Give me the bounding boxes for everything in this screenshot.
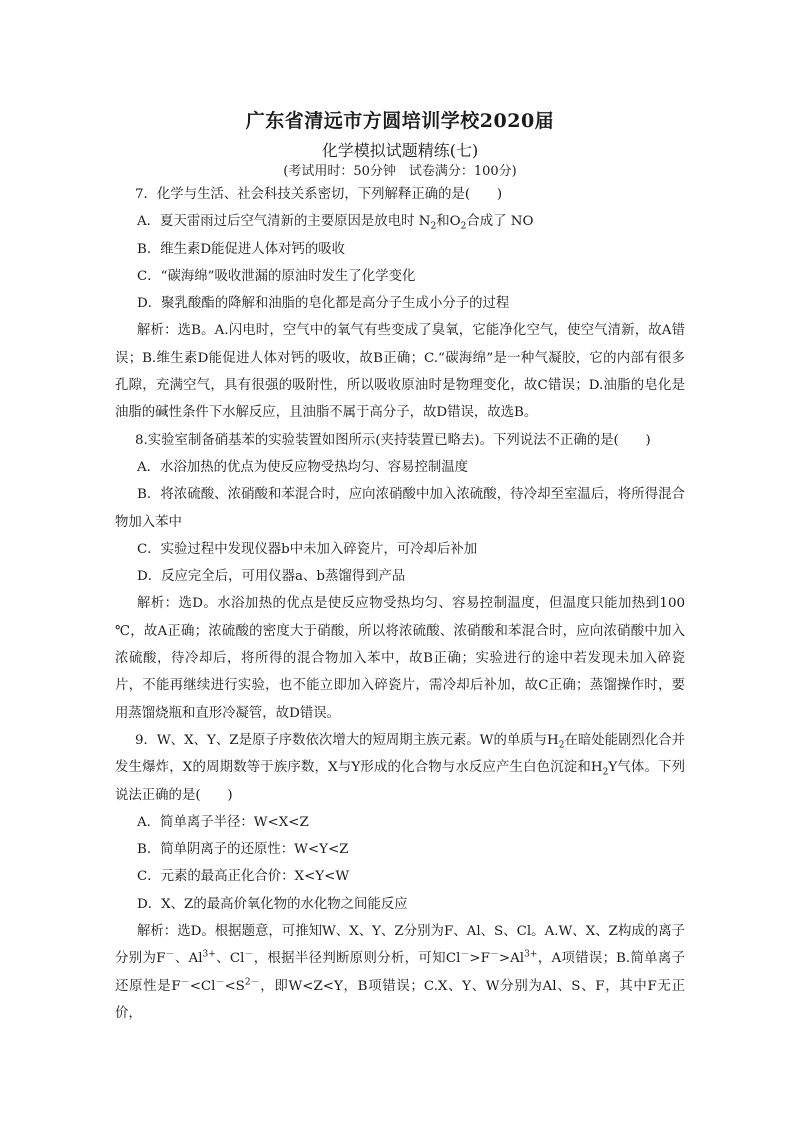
question-8-option-c: C．实验过程中发现仪器b中未加入碎瓷片，可冷却后补加 <box>137 541 478 557</box>
question-8-analysis: 解析：选D。水浴加热的优点是使反应物受热均匀、容易控制温度，但温度只能加热到100 ℃，故A正确；浓硫酸的密度大于硝酸，所以将浓硫酸、浓硝酸和苯混合时，应向浓硝酸中加入浓硫酸，待冷却后，将所得的混合物加入苯中，故B正确；实验进行的途中若发现未加入碎瓷片，不能再继续进行实验，也不能立即加入碎瓷片，需冷却后补加，故C正确；蒸馏操作时，要用蒸馏烧瓶和直形冷凝管，故D错误。 <box>115 596 685 721</box>
question-7-stem: 7．化学与生活、社会科技关系密切，下列解释正确的是( ) <box>135 187 503 202</box>
question-9-option-d: D．X、Z的最高价氧化物的水化物之间能反应 <box>137 896 408 912</box>
question-8-stem: 8.实验室制备硝基苯的实验装置如图所示(夹持装置已略去)。下列说法不正确的是( ) <box>135 432 651 448</box>
question-9-stem: 9．W、X、Y、Z是原子序数依次增大的短周期主族元素。W的单质与$H_2$在暗处能剧烈化合并发生爆炸，X的周期数等于族序数，X与Y形成的化合物与水反应产生白色沉淀和$H_2Y$气体。下列说法正确的是( ) <box>115 732 685 803</box>
questions-body <box>115 181 685 1027</box>
question-9-option-a: A．简单离子半径：W<X<Z <box>137 814 309 830</box>
question-9-option-b: B．简单阴离子的还原性：W<Y<Z <box>137 842 349 858</box>
question-7-analysis: 解析：选B。A.闪电时，空气中的氧气有些变成了臭氧，它能净化空气，使空气清新，故A错误；B.维生素D能促进人体对钙的吸收，故B正确；C.“碳海绵”是一种气凝胶，它的内部有很多孔隙，充满空气，具有很强的吸附性，所以吸收原油时是物理变化，故C错误；D.油脂的皂化是油脂的碱性条件下水解反应，且油脂不属于高分子，故D错误，故选B。 <box>115 323 685 421</box>
question-7-option-b: B．维生素D能促进人体对钙的吸收 <box>137 241 346 257</box>
question-7-option-c: C．“碳海绵”吸收泄漏的原油时发生了化学变化 <box>137 268 416 284</box>
page-title: 广东省清远市方圆培训学校2020届 <box>245 110 555 132</box>
question-8-option-b: B．将浓硫酸、浓硝酸和苯混合时，应向浓硝酸中加入浓硫酸，待冷却至室温后，将所得混合物加入苯中 <box>115 487 685 530</box>
question-8-option-d: D．反应完全后，可用仪器a、b蒸馏得到产品 <box>137 569 406 585</box>
question-8-option-a: A．水浴加热的优点为使反应物受热均匀、容易控制温度 <box>137 459 469 475</box>
page-subtitle: 化学模拟试题精练(七) <box>321 141 479 160</box>
question-7-option-d: D．聚乳酸酯的降解和油脂的皂化都是高分子生成小分子的过程 <box>137 296 510 312</box>
question-9-option-c: C．元素的最高正化合价：X<Y<W <box>137 869 350 885</box>
exam-info: (考试用时：50分钟 试卷满分：100分) <box>283 164 517 179</box>
question-9-analysis: 解析：选D。根据题意，可推知W、X、Y、Z分别为F、Al、S、Cl。A.W、X、Z构成的离子分别为F－、$Al^{3+}$、Cl－，根据半径判断原则分析，可知$Cl^->F^->Al^{3+}$，A项错误；B.简单离子还原性是$F^-<Cl^-<S^{2-}$，即W<Z<Y，B项错误；C.X、Y、W分别为Al、S、F，其中F无正价， <box>115 924 686 1021</box>
question-7-option-a: A．夏天雷雨过后空气清新的主要原因是放电时 $N_2$和$O_2$合成了 NO <box>137 214 534 232</box>
